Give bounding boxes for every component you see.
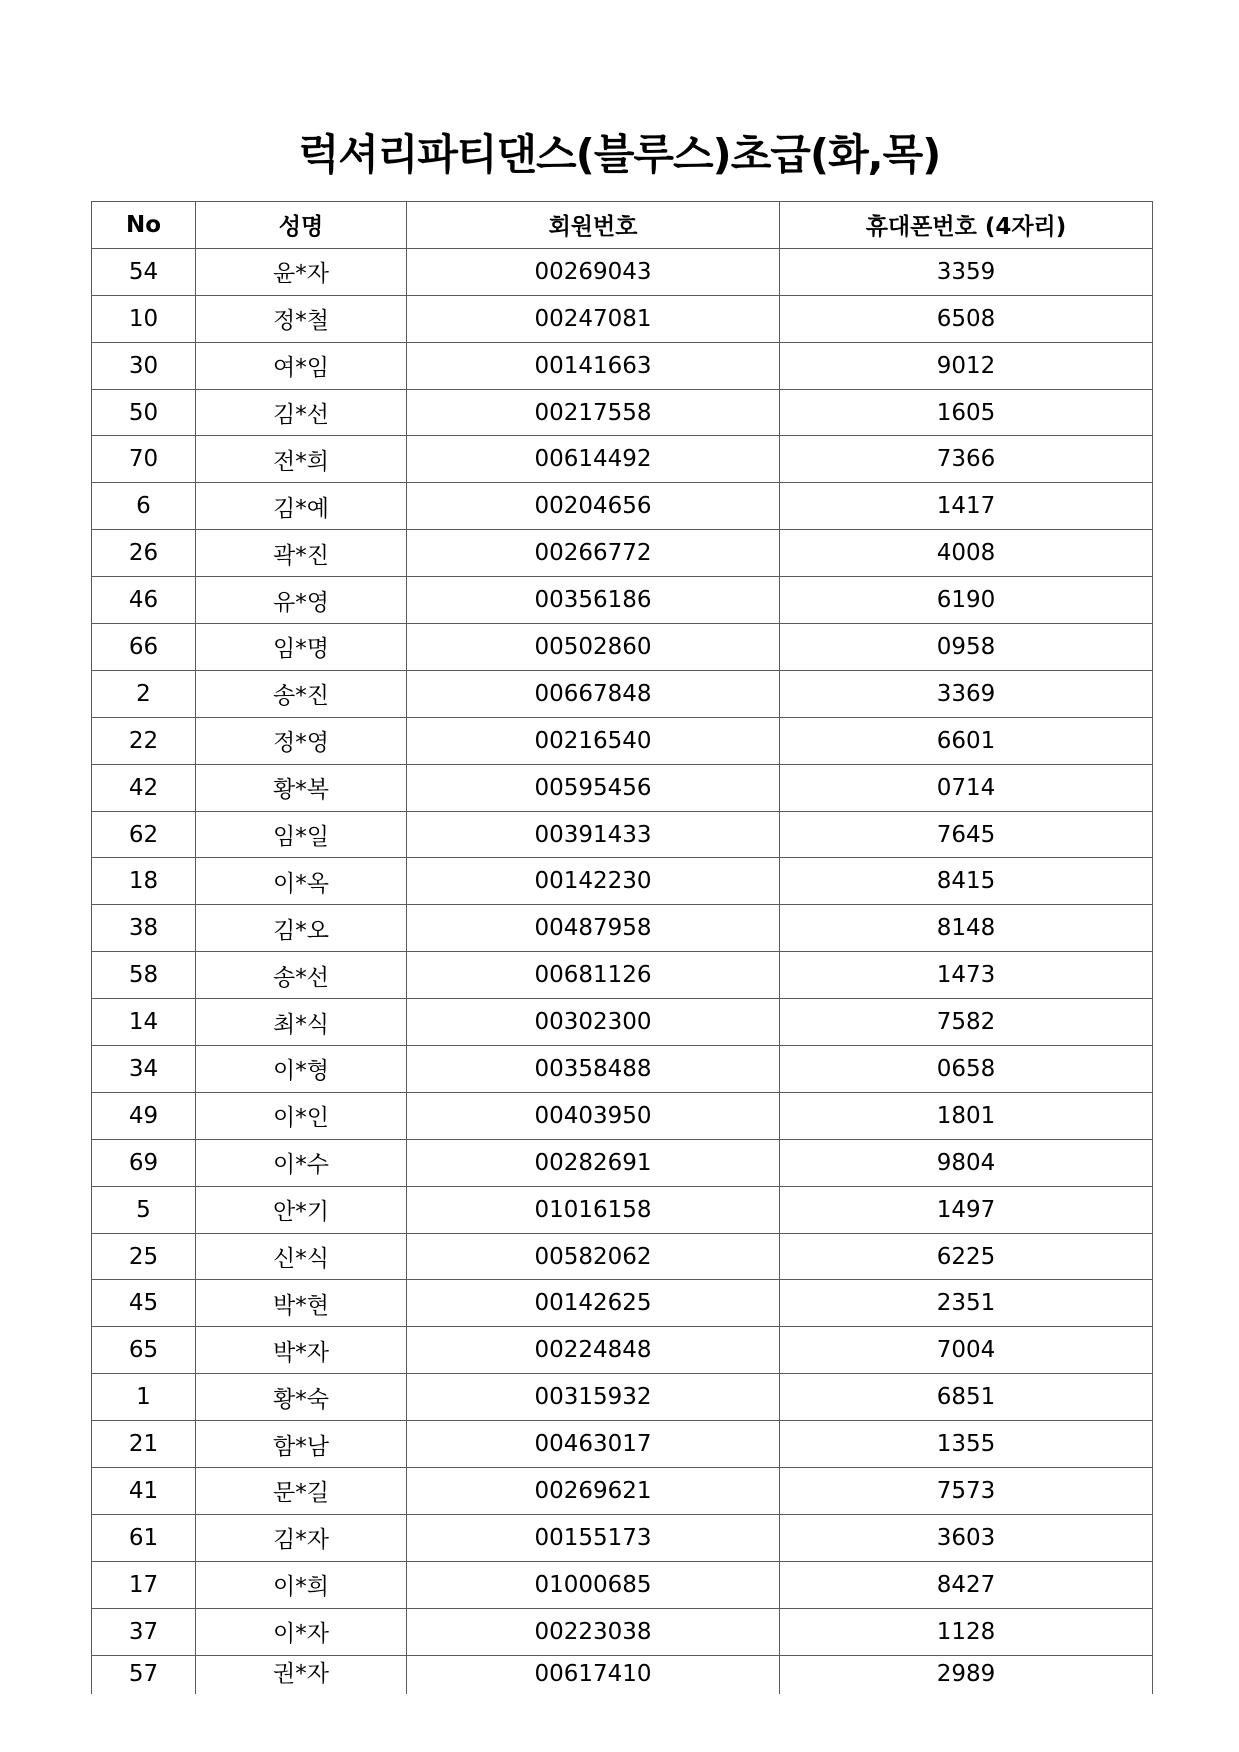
table-row xyxy=(92,999,1153,1046)
cell-no: 45 xyxy=(92,1280,196,1327)
table-row xyxy=(92,764,1153,811)
cell-phone4: 8427 xyxy=(780,1561,1153,1608)
cell-no: 57 xyxy=(92,1655,196,1694)
cell-no: 34 xyxy=(92,1046,196,1093)
cell-no: 6 xyxy=(92,483,196,530)
cell-name: 윤*자 xyxy=(196,248,407,295)
cell-no: 62 xyxy=(92,811,196,858)
cell-member-id: 00142625 xyxy=(407,1280,780,1327)
cell-name: 유*영 xyxy=(196,577,407,624)
table-row xyxy=(92,624,1153,671)
cell-no: 50 xyxy=(92,389,196,436)
cell-member-id: 00463017 xyxy=(407,1421,780,1468)
cell-member-id: 00224848 xyxy=(407,1327,780,1374)
header-member-id: 회원번호 xyxy=(407,202,780,249)
cell-member-id: 01016158 xyxy=(407,1186,780,1233)
cell-member-id: 00216540 xyxy=(407,717,780,764)
table-row xyxy=(92,952,1153,999)
cell-no: 58 xyxy=(92,952,196,999)
cell-phone4: 1473 xyxy=(780,952,1153,999)
cell-name: 김*선 xyxy=(196,389,407,436)
cell-name: 신*식 xyxy=(196,1233,407,1280)
cell-name: 김*오 xyxy=(196,905,407,952)
cell-no: 38 xyxy=(92,905,196,952)
table-row xyxy=(92,1092,1153,1139)
member-table xyxy=(91,201,1153,1694)
cell-member-id: 00266772 xyxy=(407,530,780,577)
cell-member-id: 00142230 xyxy=(407,858,780,905)
cell-phone4: 3369 xyxy=(780,670,1153,717)
cell-name: 이*형 xyxy=(196,1046,407,1093)
cell-no: 54 xyxy=(92,248,196,295)
cell-no: 17 xyxy=(92,1561,196,1608)
table-row xyxy=(92,1046,1153,1093)
cell-name: 김*예 xyxy=(196,483,407,530)
cell-no: 61 xyxy=(92,1514,196,1561)
cell-no: 14 xyxy=(92,999,196,1046)
cell-phone4: 7004 xyxy=(780,1327,1153,1374)
cell-member-id: 00269043 xyxy=(407,248,780,295)
cell-name: 황*복 xyxy=(196,764,407,811)
table-header-row xyxy=(92,202,1153,249)
cell-member-id: 00247081 xyxy=(407,295,780,342)
cell-name: 전*희 xyxy=(196,436,407,483)
cell-name: 임*명 xyxy=(196,624,407,671)
cell-no: 18 xyxy=(92,858,196,905)
cell-member-id: 00667848 xyxy=(407,670,780,717)
table-row xyxy=(92,295,1153,342)
table-row xyxy=(92,577,1153,624)
table-row xyxy=(92,248,1153,295)
table-row xyxy=(92,1655,1153,1694)
cell-phone4: 0714 xyxy=(780,764,1153,811)
cell-member-id: 01000685 xyxy=(407,1561,780,1608)
cell-member-id: 00282691 xyxy=(407,1139,780,1186)
cell-no: 25 xyxy=(92,1233,196,1280)
cell-no: 26 xyxy=(92,530,196,577)
cell-phone4: 3359 xyxy=(780,248,1153,295)
cell-no: 2 xyxy=(92,670,196,717)
cell-no: 5 xyxy=(92,1186,196,1233)
cell-name: 임*일 xyxy=(196,811,407,858)
cell-phone4: 6508 xyxy=(780,295,1153,342)
table-row xyxy=(92,1468,1153,1515)
cell-member-id: 00403950 xyxy=(407,1092,780,1139)
table-row xyxy=(92,389,1153,436)
cell-name: 정*철 xyxy=(196,295,407,342)
cell-no: 49 xyxy=(92,1092,196,1139)
table-row xyxy=(92,530,1153,577)
cell-member-id: 00582062 xyxy=(407,1233,780,1280)
cell-phone4: 7366 xyxy=(780,436,1153,483)
cell-name: 이*자 xyxy=(196,1608,407,1655)
cell-phone4: 1801 xyxy=(780,1092,1153,1139)
cell-member-id: 00614492 xyxy=(407,436,780,483)
cell-name: 함*남 xyxy=(196,1421,407,1468)
cell-member-id: 00391433 xyxy=(407,811,780,858)
cell-phone4: 1355 xyxy=(780,1421,1153,1468)
table-row xyxy=(92,670,1153,717)
cell-phone4: 9804 xyxy=(780,1139,1153,1186)
cell-no: 30 xyxy=(92,342,196,389)
cell-name: 송*진 xyxy=(196,670,407,717)
cell-member-id: 00217558 xyxy=(407,389,780,436)
table-row xyxy=(92,436,1153,483)
cell-phone4: 6601 xyxy=(780,717,1153,764)
table-row xyxy=(92,1280,1153,1327)
header-no: No xyxy=(92,202,196,249)
cell-no: 22 xyxy=(92,717,196,764)
cell-name: 이*수 xyxy=(196,1139,407,1186)
table-row xyxy=(92,905,1153,952)
cell-name: 여*임 xyxy=(196,342,407,389)
cell-member-id: 00358488 xyxy=(407,1046,780,1093)
cell-phone4: 1497 xyxy=(780,1186,1153,1233)
cell-phone4: 0658 xyxy=(780,1046,1153,1093)
cell-name: 정*영 xyxy=(196,717,407,764)
cell-member-id: 00617410 xyxy=(407,1655,780,1694)
cell-no: 37 xyxy=(92,1608,196,1655)
cell-no: 66 xyxy=(92,624,196,671)
cell-phone4: 7582 xyxy=(780,999,1153,1046)
table-row xyxy=(92,1327,1153,1374)
cell-member-id: 00681126 xyxy=(407,952,780,999)
cell-name: 이*인 xyxy=(196,1092,407,1139)
cell-member-id: 00502860 xyxy=(407,624,780,671)
cell-phone4: 1605 xyxy=(780,389,1153,436)
cell-name: 박*자 xyxy=(196,1327,407,1374)
cell-name: 곽*진 xyxy=(196,530,407,577)
table-row xyxy=(92,1374,1153,1421)
cell-member-id: 00155173 xyxy=(407,1514,780,1561)
cell-name: 황*숙 xyxy=(196,1374,407,1421)
cell-phone4: 6190 xyxy=(780,577,1153,624)
cell-name: 문*길 xyxy=(196,1468,407,1515)
cell-member-id: 00302300 xyxy=(407,999,780,1046)
table-row xyxy=(92,483,1153,530)
header-name: 성명 xyxy=(196,202,407,249)
table-row xyxy=(92,811,1153,858)
cell-phone4: 2989 xyxy=(780,1655,1153,1694)
cell-no: 65 xyxy=(92,1327,196,1374)
cell-phone4: 2351 xyxy=(780,1280,1153,1327)
document-title: 럭셔리파티댄스(블루스)초급(화,목) xyxy=(298,130,941,179)
cell-phone4: 1128 xyxy=(780,1608,1153,1655)
cell-name: 박*현 xyxy=(196,1280,407,1327)
cell-phone4: 0958 xyxy=(780,624,1153,671)
cell-phone4: 8148 xyxy=(780,905,1153,952)
cell-phone4: 8415 xyxy=(780,858,1153,905)
table-row xyxy=(92,1421,1153,1468)
cell-no: 46 xyxy=(92,577,196,624)
cell-no: 69 xyxy=(92,1139,196,1186)
cell-no: 1 xyxy=(92,1374,196,1421)
cell-name: 안*기 xyxy=(196,1186,407,1233)
table-body xyxy=(92,248,1153,1693)
cell-member-id: 00315932 xyxy=(407,1374,780,1421)
cell-name: 이*옥 xyxy=(196,858,407,905)
table-row xyxy=(92,858,1153,905)
cell-phone4: 4008 xyxy=(780,530,1153,577)
cell-name: 최*식 xyxy=(196,999,407,1046)
table-row xyxy=(92,1139,1153,1186)
cell-name: 송*선 xyxy=(196,952,407,999)
table-row xyxy=(92,717,1153,764)
header-phone4: 휴대폰번호 (4자리) xyxy=(780,202,1153,249)
cell-phone4: 1417 xyxy=(780,483,1153,530)
table-row xyxy=(92,1561,1153,1608)
cell-member-id: 00487958 xyxy=(407,905,780,952)
cell-member-id: 00223038 xyxy=(407,1608,780,1655)
cell-phone4: 9012 xyxy=(780,342,1153,389)
cell-phone4: 7573 xyxy=(780,1468,1153,1515)
table-row xyxy=(92,1514,1153,1561)
cell-phone4: 6225 xyxy=(780,1233,1153,1280)
table-row xyxy=(92,342,1153,389)
cell-member-id: 00595456 xyxy=(407,764,780,811)
cell-no: 41 xyxy=(92,1468,196,1515)
cell-member-id: 00356186 xyxy=(407,577,780,624)
table-row xyxy=(92,1608,1153,1655)
cell-name: 권*자 xyxy=(196,1655,407,1694)
table-row xyxy=(92,1186,1153,1233)
cell-no: 10 xyxy=(92,295,196,342)
cell-no: 70 xyxy=(92,436,196,483)
cell-name: 김*자 xyxy=(196,1514,407,1561)
table-row xyxy=(92,1233,1153,1280)
cell-member-id: 00141663 xyxy=(407,342,780,389)
cell-no: 21 xyxy=(92,1421,196,1468)
cell-member-id: 00204656 xyxy=(407,483,780,530)
cell-name: 이*희 xyxy=(196,1561,407,1608)
cell-no: 42 xyxy=(92,764,196,811)
cell-member-id: 00269621 xyxy=(407,1468,780,1515)
cell-phone4: 6851 xyxy=(780,1374,1153,1421)
cell-phone4: 7645 xyxy=(780,811,1153,858)
cell-phone4: 3603 xyxy=(780,1514,1153,1561)
